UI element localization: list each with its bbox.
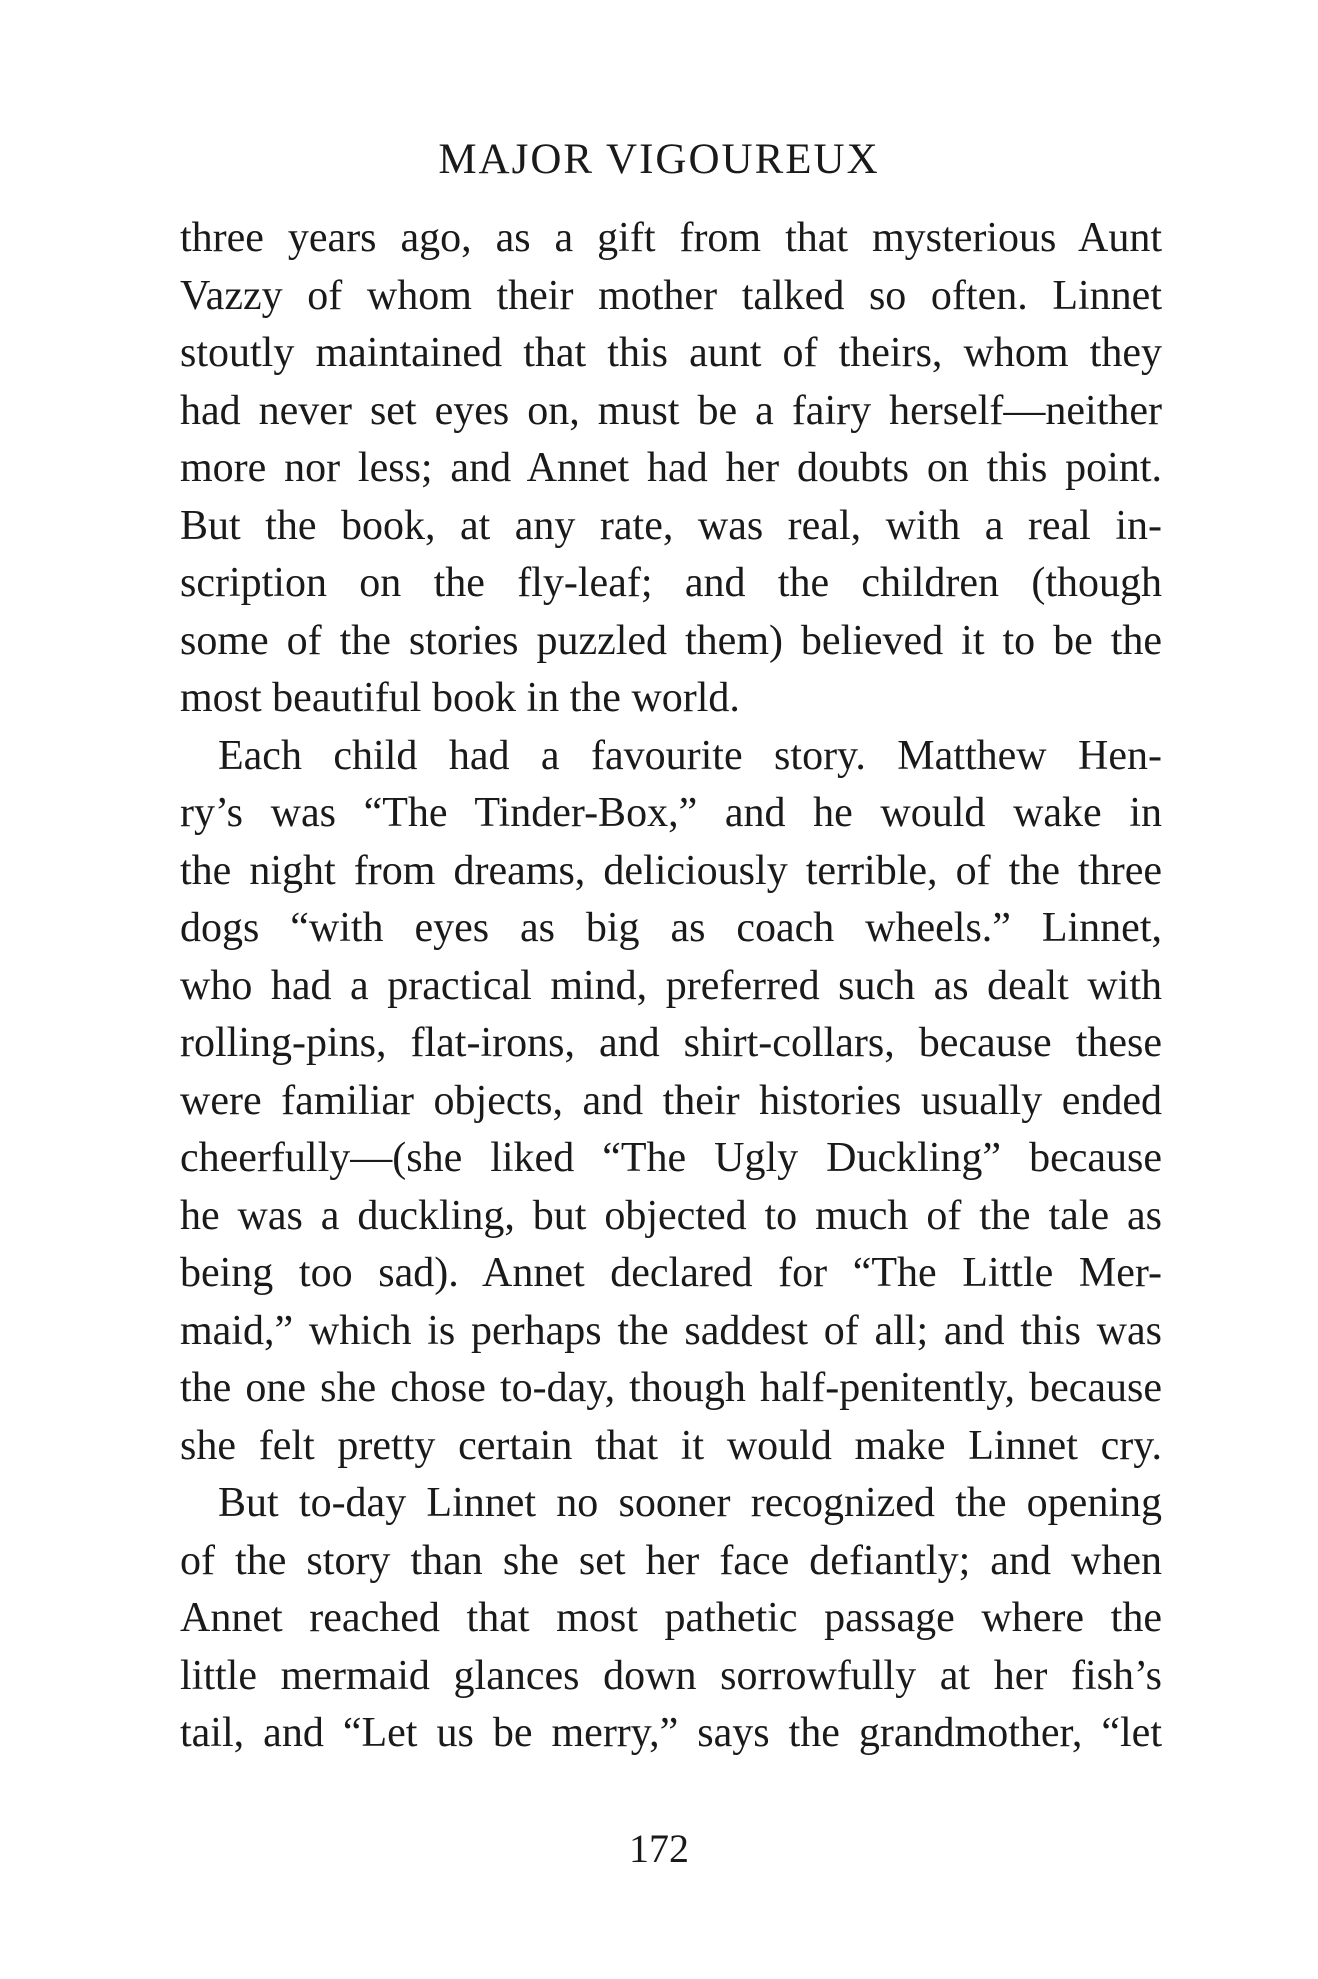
- text-line: tail, and “Let us be merry,” says the grandmother, “let: [180, 1710, 1162, 1756]
- text-line: But to-day Linnet no sooner recognized the opening: [218, 1480, 1162, 1526]
- paragraph-2: [180, 728, 1162, 1476]
- text-line: the one she chose to-day, though half-penitently, because: [180, 1365, 1162, 1411]
- text-line: Vazzy of whom their mother talked so often. Linnet: [180, 272, 1162, 319]
- text-line: scription on the fly-leaf; and the children (though: [180, 560, 1162, 606]
- text-line: were familiar objects, and their histories usually ended: [180, 1077, 1162, 1124]
- text-line: more nor less; and Annet had her doubts on this point.: [180, 445, 1162, 491]
- text-line: little mermaid glances down sorrowfully at her fish’s: [180, 1652, 1162, 1699]
- page-number: 172: [629, 1826, 689, 1871]
- text-line: who had a practical mind, preferred such as dealt with: [180, 962, 1162, 1009]
- text-line: she felt pretty certain that it would make Linnet cry.: [180, 1422, 1162, 1469]
- text-line: stoutly maintained that this aunt of theirs, whom they: [180, 330, 1162, 376]
- text-line: Annet reached that most pathetic passage where the: [180, 1595, 1162, 1641]
- text-line: maid,” which is perhaps the saddest of all; and this was: [180, 1307, 1162, 1354]
- text-line: he was a duckling, but objected to much of the tale as: [180, 1192, 1162, 1239]
- text-line: most beautiful book in the world.: [180, 675, 740, 721]
- text-line: rolling-pins, flat-irons, and shirt-collars, because these: [180, 1020, 1162, 1066]
- text-line: But the book, at any rate, was real, with a real in-: [180, 502, 1162, 549]
- text-line: ry’s was “The Tinder-Box,” and he would wake in: [180, 790, 1162, 836]
- text-line: cheerfully—(she liked “The Ugly Duckling” because: [180, 1135, 1162, 1181]
- text-line: three years ago, as a gift from that mysterious Aunt: [180, 215, 1162, 261]
- paragraph-3: [180, 1475, 1162, 1763]
- text-line: some of the stories puzzled them) believed it to be the: [180, 617, 1162, 664]
- text-line: had never set eyes on, must be a fairy herself—neither: [180, 387, 1162, 434]
- body-text: [180, 210, 1162, 1763]
- text-line: being too sad). Annet declared for “The Little Mer-: [180, 1250, 1162, 1296]
- paragraph-1: [180, 210, 1162, 728]
- text-line: dogs “with eyes as big as coach wheels.” Linnet,: [180, 905, 1162, 951]
- running-head: MAJOR VIGOUREUX: [438, 136, 880, 183]
- text-line: Each child had a favourite story. Matthew Hen-: [218, 732, 1162, 779]
- text-line: of the story than she set her face defiantly; and when: [180, 1537, 1162, 1584]
- text-line: the night from dreams, deliciously terrible, of the three: [180, 847, 1162, 894]
